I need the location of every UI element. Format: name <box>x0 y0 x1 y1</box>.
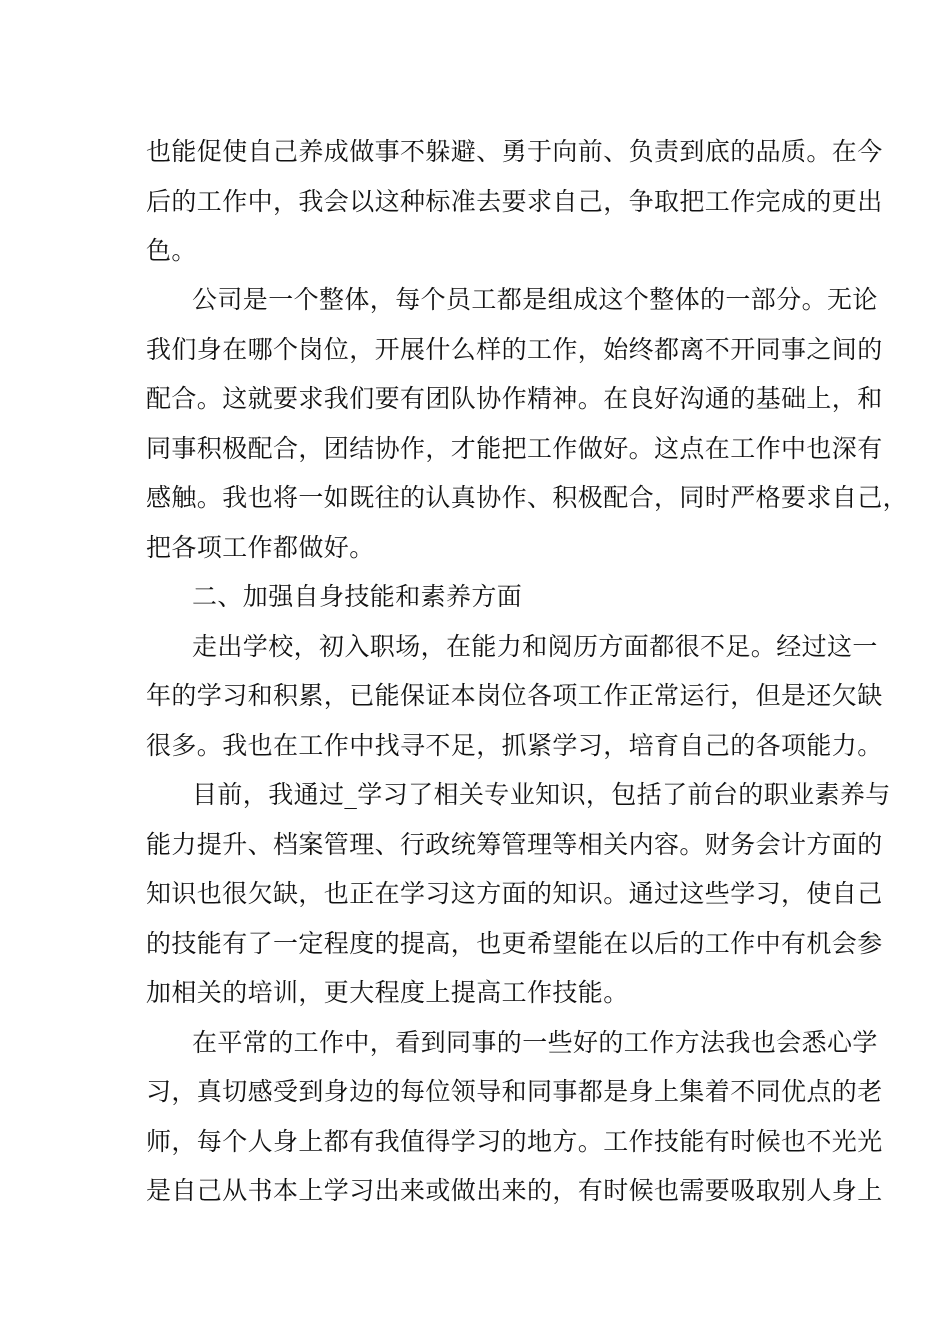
text-line: 师，每个人身上都有我值得学习的地方。工作技能有时候也不光光 <box>146 1127 883 1156</box>
text-line: 同事积极配合，团结协作，才能把工作做好。这点在工作中也深有 <box>146 434 883 463</box>
text-line: 加相关的培训，更大程度上提高工作技能。 <box>146 978 629 1007</box>
text-line: 感触。我也将一如既往的认真协作、积极配合，同时严格要求自己， <box>146 483 909 512</box>
text-line: 能力提升、档案管理、行政统筹管理等相关内容。财务会计方面的 <box>146 830 883 859</box>
text-line: 后的工作中，我会以这种标准去要求自己，争取把工作完成的更出 <box>146 187 883 216</box>
text-line: 年的学习和积累，已能保证本岗位各项工作正常运行，但是还欠缺 <box>146 681 883 710</box>
text-line: 我们身在哪个岗位，开展什么样的工作，始终都离不开同事之间的 <box>146 335 883 364</box>
paragraph-start-line: 目前，我通过_学习了相关专业知识，包括了前台的职业素养与 <box>192 780 891 809</box>
paragraph-start-line: 在平常的工作中，看到同事的一些好的工作方法我也会悉心学 <box>192 1028 878 1057</box>
text-line: 配合。这就要求我们要有团队协作精神。在良好沟通的基础上，和 <box>146 384 883 413</box>
section-heading: 二、加强自身技能和素养方面 <box>192 582 523 611</box>
text-line: 习，真切感受到身边的每位领导和同事都是身上集着不同优点的老 <box>146 1077 883 1106</box>
text-line: 也能促使自己养成做事不躲避、勇于向前、负责到底的品质。在今 <box>146 137 883 166</box>
text-line: 的技能有了一定程度的提高，也更希望能在以后的工作中有机会参 <box>146 929 883 958</box>
paragraph-start-line: 走出学校，初入职场，在能力和阅历方面都很不足。经过这一 <box>192 632 878 661</box>
text-line: 把各项工作都做好。 <box>146 533 375 562</box>
paragraph-start-line: 公司是一个整体，每个员工都是组成这个整体的一部分。无论 <box>192 285 878 314</box>
text-line: 很多。我也在工作中找寻不足，抓紧学习，培育自己的各项能力。 <box>146 731 883 760</box>
text-line: 色。 <box>146 236 197 265</box>
text-line: 知识也很欠缺，也正在学习这方面的知识。通过这些学习，使自己 <box>146 879 883 908</box>
text-line: 是自己从书本上学习出来或做出来的，有时候也需要吸取别人身上 <box>146 1176 883 1205</box>
